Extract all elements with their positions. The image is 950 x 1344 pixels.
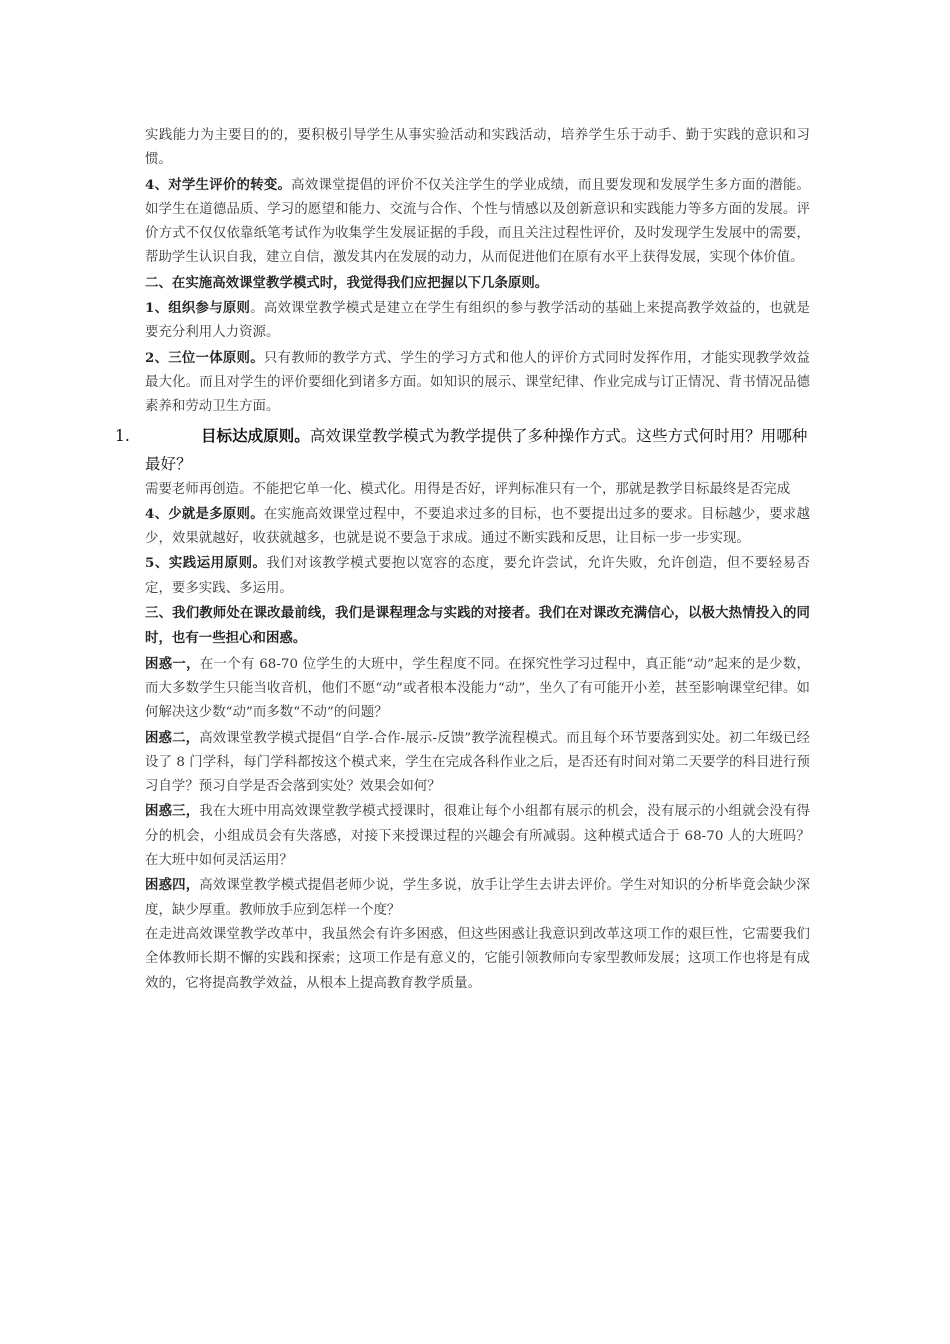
- paragraph-trinity-principle: 2、三位一体原则。只有教师的教学方式、学生的学习方式和他人的评价方式同时发挥作用，才能实现教学效益最大化。而且对学生的评价要细化到诸多方面。如知识的展示、课堂纪律、作业完成与订正情况、背书情况品德素养和劳动卫生方面。: [145, 349, 810, 415]
- paragraph-less-is-more: 4、少就是多原则。在实施高效课堂过程中，不要追求过多的目标，也不要提出过多的要求。目标越少，要求越少，效果就越好，收获就越多，也就是说不要急于求成。通过不断实践和反思，让目标一步一步实现。: [145, 505, 810, 547]
- section-heading-three: 三、我们教师处在课改最前线，我们是课程理念与实践的对接者。我们在对课改充满信心，以极大热情投入的同时，也有一些担心和困惑。: [145, 605, 810, 647]
- heading-goal-achievement: 目标达成原则。: [201, 425, 310, 445]
- section-heading-two: 二、在实施高效课堂教学模式时，我觉得我们应把握以下几条原则。: [145, 274, 549, 291]
- heading-practice-application: 5、实践运用原则。: [145, 555, 267, 572]
- paragraph-confusion-three: 困惑三，我在大班中用高效课堂教学模式授课时，很难让每个小组都有展示的机会，没有展示的小组就会没有得分的机会，小组成员会有失落感，对接下来授课过程的兴趣会有所减弱。这种模式适合于 68-70 人的大班吗？在大班中如何灵活运用？: [145, 803, 810, 869]
- list-number: 1.: [115, 426, 130, 445]
- heading-less-is-more: 4、少就是多原则。: [145, 505, 264, 522]
- heading-organized-participation: 1、组织参与原则: [145, 300, 251, 317]
- paragraph-confusion-two: 困惑二，高效课堂教学模式提倡“自学-合作-展示-反馈”教学流程模式。而且每个环节要落到实处。初二年级已经设了 8 门学科，每门学科都按这个模式来，学生在完成各科作业之后，是否还有时间对第二天要学的科目进行预习自学？预习自学是否会落到实处？效果会如何？: [145, 729, 810, 795]
- heading-evaluation-change: 4、对学生评价的转变。: [145, 176, 292, 193]
- heading-confusion-one: 困惑一，: [145, 655, 200, 672]
- list-item-text: 目标达成原则。高效课堂教学模式为教学提供了多种操作方式。这些方式何时用？用哪种最好？: [145, 425, 808, 473]
- paragraph-recreation: 需要老师再创造。不能把它单一化、模式化。用得是否好，评判标准只有一个，那就是教学目标最终是否完成: [145, 481, 791, 497]
- paragraph-organized-participation: 1、组织参与原则。高效课堂教学模式是建立在学生有组织的参与教学活动的基础上来提高教学效益的，也就是要充分利用人力资源。: [145, 300, 811, 341]
- document-body: [115, 124, 811, 996]
- paragraph-practice-application: 5、实践运用原则。我们对该教学模式要抱以宽容的态度，要允许尝试，允许失败，允许创造，但不要轻易否定，要多实践、多运用。: [145, 555, 810, 596]
- paragraph-practice-habits: 实践能力为主要目的的，要积极引导学生从事实验活动和实践活动，培养学生乐于动手、勤于实践的意识和习惯。: [145, 128, 810, 168]
- heading-confusion-four: 困惑四，: [145, 877, 200, 894]
- paragraph-confusion-four: 困惑四，高效课堂教学模式提倡老师少说，学生多说，放手让学生去讲去评价。学生对知识的分析毕竟会缺少深度，缺少厚重。教师放手应到怎样一个度？: [145, 877, 810, 918]
- heading-trinity-principle: 2、三位一体原则。: [145, 349, 264, 366]
- heading-confusion-two: 困惑二，: [145, 729, 200, 746]
- list-item-goal-achievement: [115, 422, 810, 478]
- paragraph-evaluation-change: 4、对学生评价的转变。高效课堂提倡的评价不仅关注学生的学业成绩，而且要发现和发展学生多方面的潜能。如学生在道德品质、学习的愿望和能力、交流与合作、个性与情感以及创新意识和实践能力等多方面的发展。评价方式不仅仅依靠纸笔考试作为收集学生发展证据的手段，而且关注过程性评价，及时发现学生发展中的需要，帮助学生认识自我，建立自信，激发其内在发展的动力，从而促进他们在原有水平上获得发展，实现个体价值。: [145, 176, 810, 266]
- heading-confusion-three: 困惑三，: [145, 803, 200, 820]
- paragraph-conclusion: 在走进高效课堂教学改革中，我虽然会有许多困惑，但这些困惑让我意识到改革这项工作的艰巨性，它需要我们全体教师长期不懈的实践和探索；这项工作是有意义的，它能引领教师向专家型教师发展；这项工作也将是有成效的，它将提高教学效益，从根本上提高教育教学质量。: [145, 926, 810, 991]
- paragraph-confusion-one: 困惑一，在一个有 68-70 位学生的大班中，学生程度不同。在探究性学习过程中，真正能“动”起来的是少数，而大多数学生只能当收音机，他们不愿“动”或者根本没能力“动”，坐久了有可能开小差，甚至影响课堂纪律。如何解决这少数“动”而多数“不动”的问题？: [145, 655, 810, 721]
